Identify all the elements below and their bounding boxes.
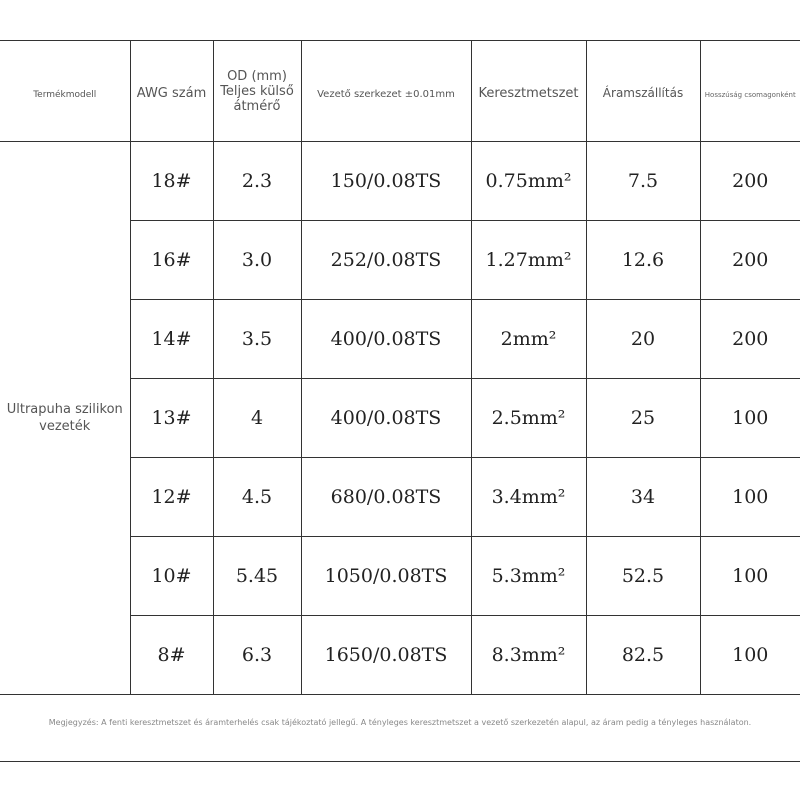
table-header-row — [0, 41, 800, 142]
header-conductor: Vezető szerkezet ±0.01mm — [317, 88, 455, 100]
header-current: Áramszállítás — [602, 85, 684, 100]
cell-od: 3.0 — [241, 249, 273, 271]
cell-cross-section: 1.27mm² — [485, 249, 572, 271]
header-cross-section: Keresztmetszet — [478, 85, 579, 101]
cell-length: 100 — [732, 407, 769, 429]
cell-current: 7.5 — [627, 170, 659, 192]
cell-current: 25 — [630, 407, 656, 429]
cell-awg: 12# — [151, 486, 192, 508]
cell-length: 100 — [732, 565, 769, 587]
cell-conductor: 1650/0.08TS — [324, 644, 448, 666]
cell-conductor: 1050/0.08TS — [324, 565, 448, 587]
header-awg: AWG szám — [136, 85, 207, 101]
cell-cross-section: 8.3mm² — [491, 644, 566, 666]
cell-current: 12.6 — [621, 249, 665, 271]
spec-table — [0, 41, 800, 695]
cell-length: 200 — [732, 249, 769, 271]
footnote — [0, 697, 800, 761]
cell-length: 200 — [732, 328, 769, 350]
cell-current: 52.5 — [621, 565, 665, 587]
cell-cross-section: 0.75mm² — [485, 170, 572, 192]
table-row — [0, 142, 800, 221]
product-model: Ultrapuha szilikon vezeték — [6, 402, 123, 434]
cell-awg: 16# — [151, 249, 192, 271]
cell-cross-section: 3.4mm² — [491, 486, 566, 508]
cell-conductor: 400/0.08TS — [330, 407, 442, 429]
footnote-text: Megjegyzés: A fenti keresztmetszet és áramterhelés csak tájékoztató jellegű. A tényleges keresztmetszet a vezető szerkezetén alapul, az áram pedig a tényleges használaton. — [48, 718, 752, 727]
cell-length: 100 — [732, 486, 769, 508]
cell-od: 6.3 — [241, 644, 273, 666]
cell-length: 200 — [732, 170, 769, 192]
cell-conductor: 150/0.08TS — [330, 170, 442, 192]
cell-conductor: 400/0.08TS — [330, 328, 442, 350]
cell-cross-section: 5.3mm² — [491, 565, 566, 587]
cell-current: 20 — [630, 328, 656, 350]
spec-sheet — [0, 40, 800, 762]
cell-awg: 13# — [151, 407, 192, 429]
cell-od: 4 — [250, 407, 264, 429]
cell-od: 3.5 — [241, 328, 273, 350]
cell-awg: 18# — [151, 170, 192, 192]
header-od: OD (mm) Teljes külső átmérő — [220, 68, 294, 114]
cell-cross-section: 2mm² — [500, 328, 557, 350]
cell-od: 4.5 — [241, 486, 273, 508]
cell-current: 82.5 — [621, 644, 665, 666]
cell-cross-section: 2.5mm² — [491, 407, 566, 429]
cell-awg: 10# — [151, 565, 192, 587]
cell-conductor: 252/0.08TS — [330, 249, 442, 271]
header-length: Hosszúság csomagonként — [704, 90, 796, 99]
cell-conductor: 680/0.08TS — [330, 486, 442, 508]
cell-od: 5.45 — [235, 565, 279, 587]
cell-length: 100 — [732, 644, 769, 666]
cell-current: 34 — [630, 486, 656, 508]
cell-od: 2.3 — [241, 170, 273, 192]
cell-awg: 8# — [157, 644, 186, 666]
header-model: Termékmodell — [33, 89, 97, 100]
cell-awg: 14# — [151, 328, 192, 350]
